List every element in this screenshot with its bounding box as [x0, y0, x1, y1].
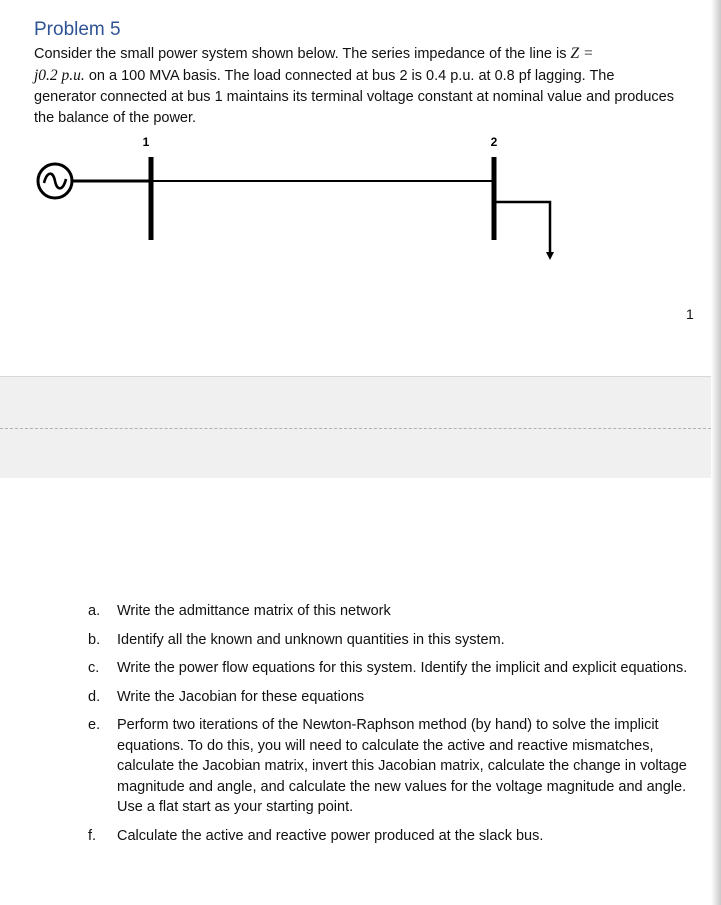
task-text: Write the Jacobian for these equations — [117, 688, 365, 705]
task-list — [88, 601, 698, 854]
task-letter: c. — [88, 660, 100, 676]
task-item — [88, 826, 698, 847]
task-text: Write the power flow equations for this system. Identify the implicit and explicit equations. — [117, 660, 688, 676]
statement-part-2: on a 100 MVA basis. The load connected at bus 2 is 0.4 p.u. at 0.8 pf lagging. The generator connected at bus 1 maintains its terminal voltage constant at nominal value and produces the balance of the power. — [34, 68, 674, 126]
task-text: Calculate the active and reactive power produced at the slack bus. — [117, 827, 544, 844]
statement-part-1: Consider the small power system shown below. The series impedance of the line is — [34, 46, 571, 62]
bus-1-label: 1 — [142, 135, 150, 149]
task-text: Write the admittance matrix of this network — [117, 603, 391, 619]
task-text: Perform two iterations of the Newton-Raphson method (by hand) to solve the implicit equations. To do this, you will need to calculate the active and reactive mismatches, calculate the Jacobian matrix, invert this Jacobian matrix, calculate the change in voltage magnitude and angle, and calculate the new values for the voltage magnitude and angle. Use a flat start as your starting point. — [117, 717, 687, 815]
task-letter: a. — [88, 603, 101, 619]
impedance-value: j0.2 p.u. — [34, 67, 85, 84]
bus-2-label: 2 — [490, 135, 498, 149]
task-letter: d. — [88, 688, 101, 705]
task-item — [88, 630, 698, 651]
task-letter: f. — [88, 827, 97, 844]
task-item — [88, 601, 698, 622]
one-line-diagram — [30, 130, 590, 270]
task-letter: e. — [88, 717, 101, 733]
task-item — [88, 658, 698, 679]
scroll-edge-shadow — [711, 0, 721, 905]
impedance-variable: Z = — [570, 45, 594, 62]
task-item — [88, 715, 698, 818]
task-item — [88, 687, 698, 708]
problem-statement — [34, 43, 674, 129]
generator-icon — [38, 164, 72, 198]
task-letter: b. — [88, 631, 101, 648]
task-text: Identify all the known and unknown quantities in this system. — [117, 631, 505, 648]
page-number: 1 — [686, 306, 694, 322]
problem-title: Problem 5 — [34, 19, 121, 40]
load-arrow-icon — [494, 202, 554, 260]
page-break-divider — [0, 428, 721, 429]
